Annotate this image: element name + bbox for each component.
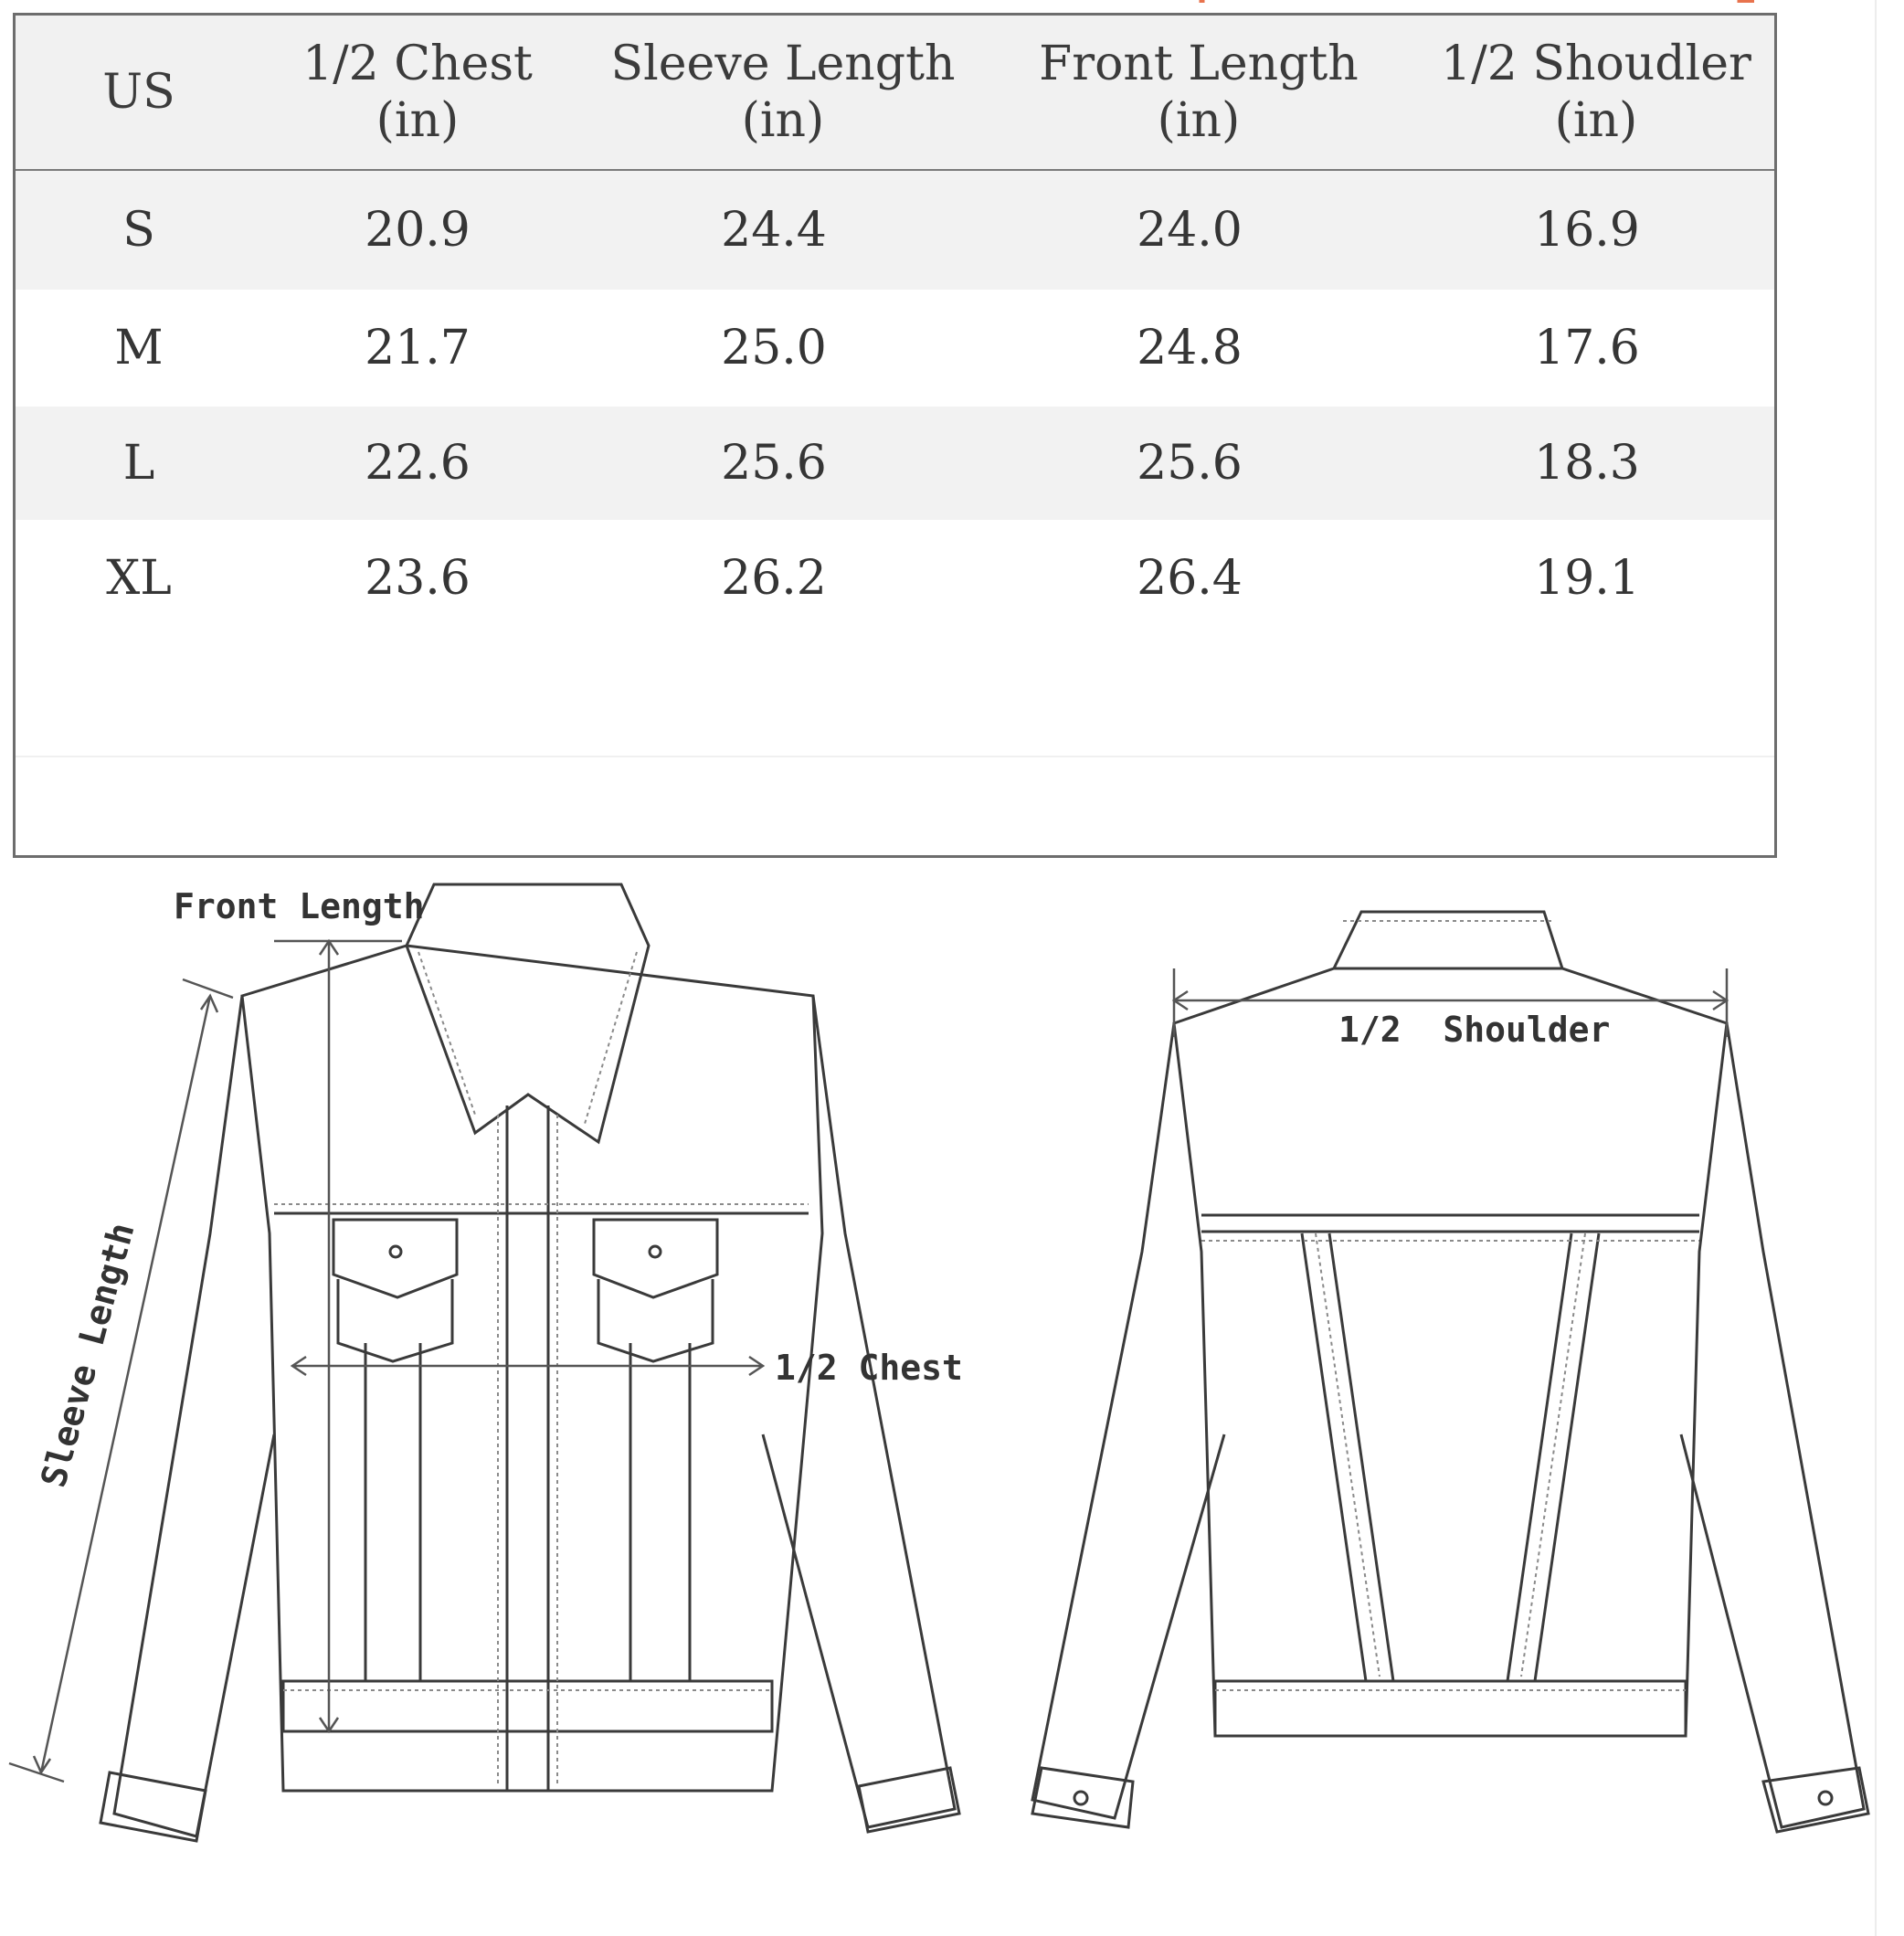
header-half-shoulder: 1/2 Shoudler (in) [1441,37,1751,148]
chest-cell: 20.9 [365,203,471,258]
sleeve-cell: 26.2 [721,551,827,606]
header-half-chest: 1/2 Chest (in) [302,37,533,148]
front-stitching [274,952,809,1786]
back-body-outline [1174,968,1727,1736]
chest-cell: 22.6 [365,436,471,491]
front-left-pocket [333,1220,457,1361]
sleeve-length-arrow [9,979,233,1782]
back-left-cuff [1032,1768,1133,1827]
jacket-measurement-diagram [0,868,1904,1936]
front-length-cell: 25.6 [1137,436,1243,491]
shoulder-cell: 19.1 [1534,551,1640,606]
front-length-cell: 26.4 [1137,551,1243,606]
size-cell: XL [106,551,172,606]
table-row [16,290,1774,407]
table-empty-row-divider [16,756,1774,757]
table-header [16,16,1774,172]
sleeve-length-label: Sleeve Length [33,1218,143,1492]
half-chest-label: 1/2 Chest [775,1348,963,1388]
size-cell: M [114,321,164,376]
front-left-pocket-button [390,1246,401,1257]
top-accent-line [1188,0,1754,3]
back-right-sleeve [1681,1023,1864,1827]
back-left-cuff-button [1074,1792,1087,1804]
back-yoke [1201,1215,1699,1232]
front-panel-seams [365,1343,690,1681]
front-length-label: Front Length [174,886,425,926]
chest-cell: 21.7 [365,321,471,376]
table-row [16,171,1774,290]
front-right-cuff [859,1768,959,1832]
front-collar [407,884,649,1142]
front-length-cell: 24.0 [1137,203,1243,258]
front-hem-band [283,1681,772,1731]
header-us: US [102,65,175,120]
half-shoulder-label: 1/2 Shoulder [1338,1010,1611,1050]
sleeve-cell: 24.4 [721,203,827,258]
front-left-sleeve [114,996,274,1836]
header-sleeve-length: Sleeve Length (in) [610,37,956,148]
half-chest-arrow [292,1357,763,1375]
front-right-pocket-button [650,1246,661,1257]
header-front-length: Front Length (in) [1039,37,1359,148]
size-cell: S [122,203,155,258]
table-row [16,520,1774,637]
chest-cell: 23.6 [365,551,471,606]
shoulder-cell: 16.9 [1534,203,1640,258]
back-right-cuff-button [1819,1792,1832,1804]
front-right-pocket [594,1220,717,1361]
back-jacket-drawing [1032,912,1868,1832]
size-cell: L [122,436,155,491]
back-left-sleeve [1032,1023,1224,1818]
front-right-sleeve [763,996,955,1827]
back-panel-seams [1302,1233,1599,1681]
front-length-cell: 24.8 [1137,321,1243,376]
sleeve-cell: 25.0 [721,321,827,376]
sleeve-cell: 25.6 [721,436,827,491]
size-chart-table [13,13,1777,858]
front-placket [507,1106,548,1791]
shoulder-cell: 17.6 [1534,321,1640,376]
shoulder-cell: 18.3 [1534,436,1640,491]
table-row [16,407,1774,520]
